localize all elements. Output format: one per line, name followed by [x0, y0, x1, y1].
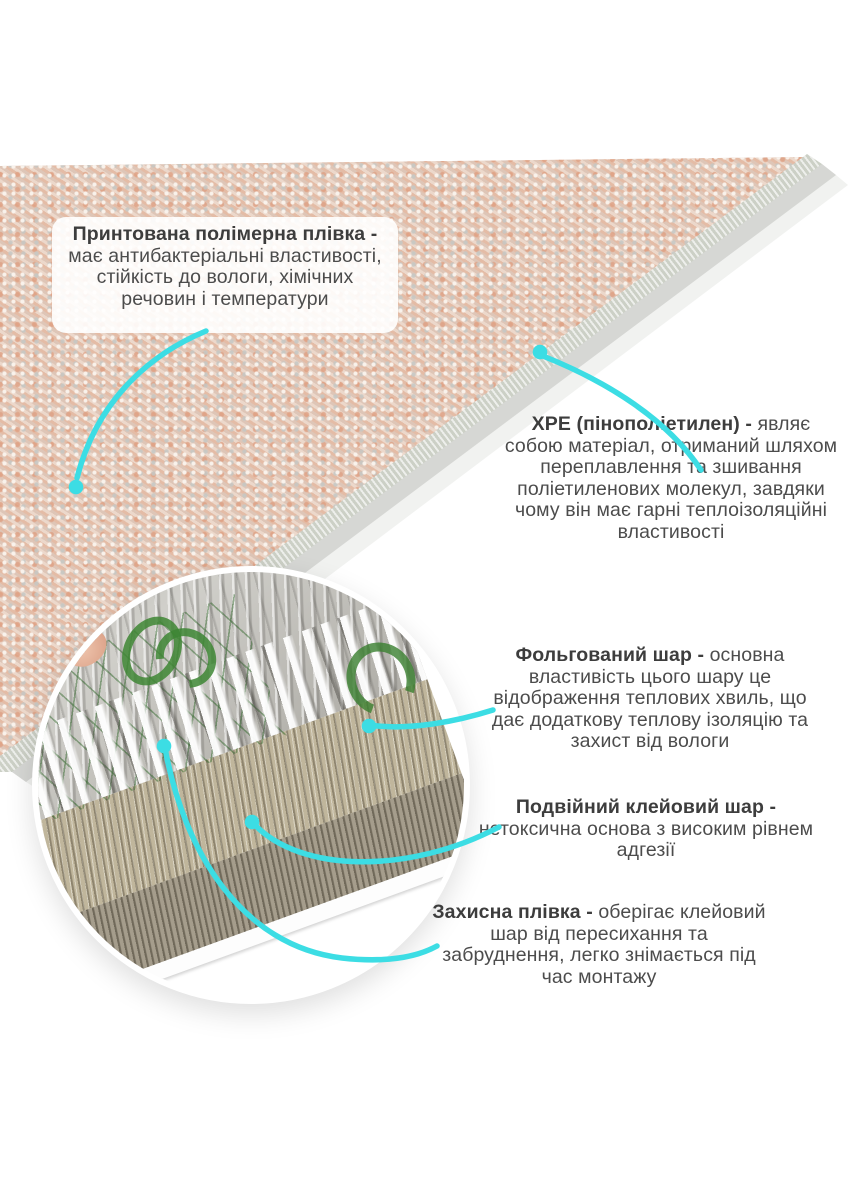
annotation-xpe-foam: [501, 414, 841, 544]
annotation-adhesive-layer: [476, 797, 816, 862]
annotation-body: нетоксична основа з високим рівнем адгезії: [478, 817, 814, 862]
annotation-printed-film: [52, 217, 398, 333]
annotation-title: Подвійний клейовий шар -: [515, 796, 777, 818]
annotation-body: має антибактеріальні властивості, стійкість до вологи, хімічних речовин і температури: [68, 244, 382, 310]
annotation-body: основна властивість цього шару це відображення теплових хвиль, що дає додаткову теплову ізоляцію та захист від вологи: [491, 644, 809, 753]
annotation-title: Захисна плівка -: [432, 901, 593, 923]
annotation-title: Принтована полімерна плівка -: [72, 223, 378, 245]
layers-magnifier-circle: [32, 566, 470, 1004]
annotation-title: XPE (пінополіетилен) -: [531, 413, 752, 435]
annotation-text: [429, 902, 769, 988]
annotation-text: [480, 645, 820, 753]
annotation-foil-layer: [480, 645, 820, 753]
annotation-text: [501, 414, 841, 544]
annotation-protective-film: [429, 902, 769, 988]
annotation-title: Фольгований шар -: [515, 644, 705, 666]
annotation-body: оберігає клейовий шар від пересихання та забруднення, легко знімається під час монтажу: [442, 901, 766, 988]
annotation-body: являє собою матеріал, отриманий шляхом переплавлення та зшивання поліетиленових молекул, завдяки чому він має гарні теплоізоляційні властивості: [504, 413, 838, 543]
annotation-text: [476, 797, 816, 862]
annotation-text: [66, 224, 384, 310]
